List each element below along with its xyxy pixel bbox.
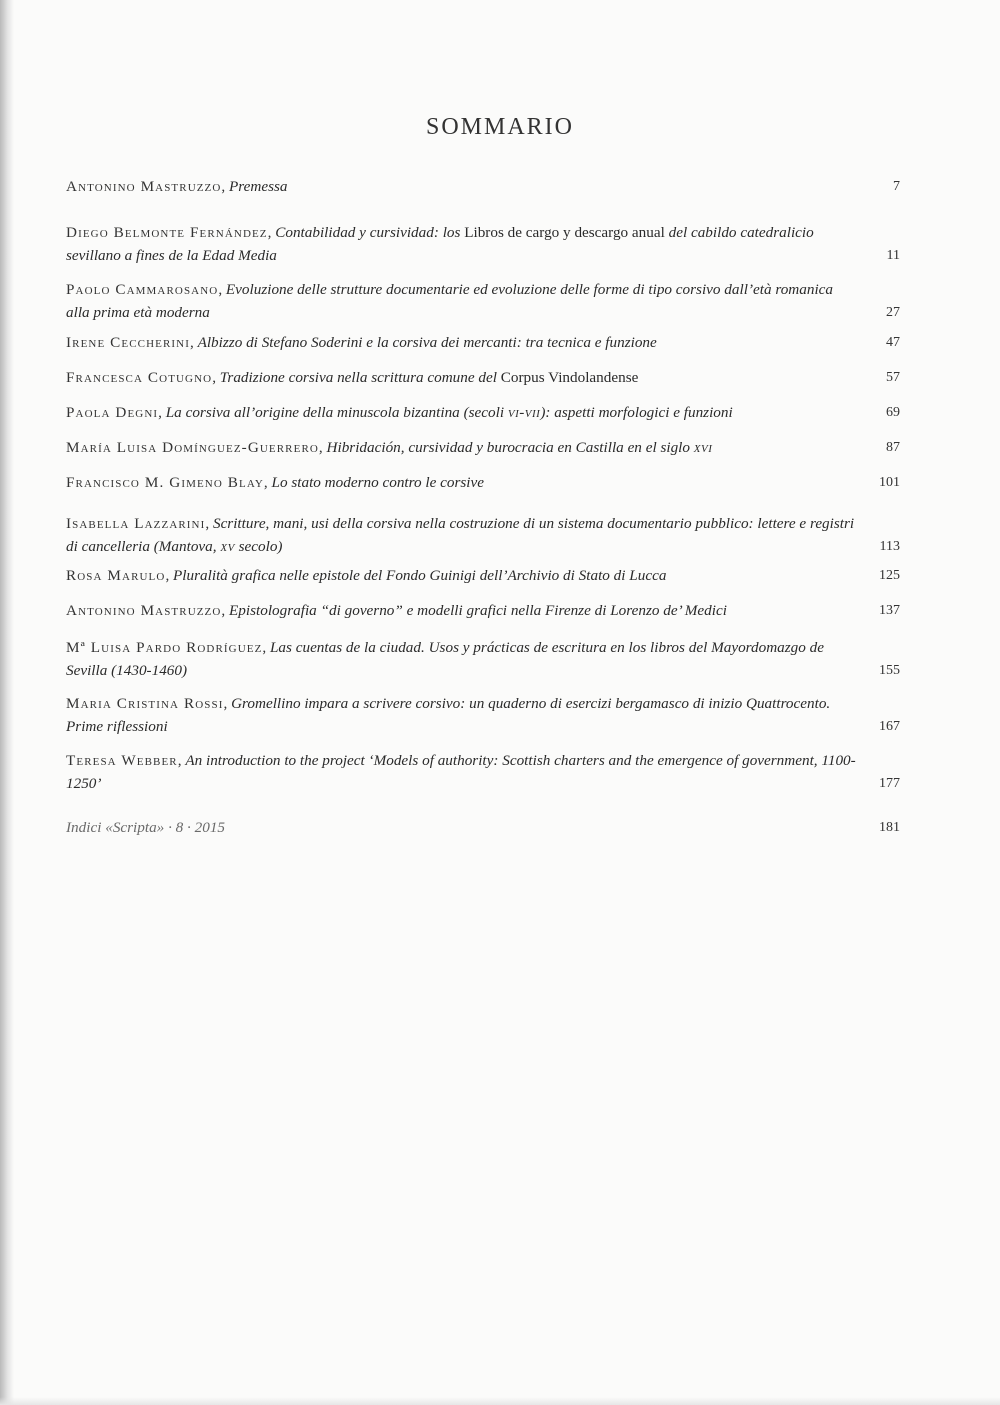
toc-page-number: 177 bbox=[879, 776, 900, 791]
toc-title-part: La corsiva all’origine della minuscola bizantina (secoli bbox=[165, 404, 508, 421]
toc-page-number: 11 bbox=[886, 248, 900, 263]
toc-entry-text: Paola Degni, La corsiva all’origine della minuscola bizantina (secoli vi-vii): aspetti morfologici e funzioni bbox=[66, 404, 733, 421]
toc-author: Diego Belmonte Fernández bbox=[66, 224, 268, 241]
toc-entry-text: Isabella Lazzarini, Scritture, mani, usi della corsiva nella costruzione di un sistema documentario pubblico: lettere e registri di cancelleria (Mantova, xv secolo) bbox=[66, 515, 855, 555]
toc-entry-text bbox=[66, 816, 856, 839]
toc-entry-text: Rosa Marulo, Pluralità grafica nelle epistole del Fondo Guinigi dell’Archivio di Stato di Lucca bbox=[66, 567, 667, 584]
toc-title-part: Gromellino impara a scrivere corsivo: un quaderno di esercizi bergamasco di inizio Quattrocento. Prime riflessioni bbox=[66, 695, 831, 735]
toc-title-part: Evoluzione delle strutture documentarie ed evoluzione delle forme di tipo corsivo dall’età romanica alla prima età moderna bbox=[66, 281, 833, 321]
toc-author: María Luisa Domínguez-Guerrero bbox=[66, 439, 319, 456]
toc-title-part: An introduction to the project ‘Models of authority: Scottish charters and the emergence of government, 1100-1250’ bbox=[66, 752, 856, 792]
toc-page-number: 125 bbox=[879, 568, 900, 583]
toc-author: Irene Ceccherini bbox=[66, 334, 190, 351]
toc-author: Antonino Mastruzzo bbox=[66, 178, 222, 195]
page-title: SOMMARIO bbox=[425, 114, 575, 140]
toc-title-part: Contabilidad y cursividad: los bbox=[275, 224, 465, 241]
toc-entry-text: Diego Belmonte Fernández, Contabilidad y cursividad: los Libros de cargo y descargo anual del cabildo catedralicio sevillano a fines de la Edad Media bbox=[66, 224, 814, 264]
toc-page-number: 181 bbox=[879, 820, 900, 835]
toc-title-part: vi-vii bbox=[507, 404, 541, 421]
toc-entry-text: Francisco M. Gimeno Blay, Lo stato moderno contro le corsive bbox=[66, 474, 484, 491]
toc-entry-text: María Luisa Domínguez-Guerrero, Hibridación, cursividad y burocracia en Castilla en el siglo xvi bbox=[66, 439, 713, 456]
toc-entry[interactable] bbox=[66, 749, 900, 795]
toc-author: Antonino Mastruzzo bbox=[66, 602, 222, 619]
toc-entry[interactable] bbox=[66, 436, 900, 459]
toc-entry[interactable] bbox=[66, 599, 900, 622]
toc-title-part: Scritture, mani, usi della corsiva nella costruzione di un sistema documentario pubblico: lettere e registri di cancelleria (Mantova, bbox=[66, 515, 855, 555]
toc-title-part: del cabildo catedralicio sevillano a fines de la Edad Media bbox=[66, 224, 814, 264]
toc-entry[interactable] bbox=[66, 278, 900, 324]
toc-entry[interactable] bbox=[66, 816, 900, 839]
toc-page-number: 113 bbox=[879, 539, 900, 554]
toc-entry[interactable] bbox=[66, 564, 900, 587]
toc-title-part: secolo) bbox=[234, 538, 283, 555]
toc-title-part: Pluralità grafica nelle epistole del Fondo Guinigi dell’Archivio di Stato di Lucca bbox=[173, 567, 667, 584]
toc-title-part: Indici «Scripta» · 8 · 2015 bbox=[66, 819, 226, 836]
toc-author: Maria Cristina Rossi bbox=[66, 695, 224, 712]
toc-entry-text: Antonino Mastruzzo, Epistolografia “di governo” e modelli grafici nella Firenze di Lorenzo de’ Medici bbox=[66, 602, 727, 619]
toc-entry[interactable] bbox=[66, 175, 900, 198]
toc-entry-text: Francesca Cotugno, Tradizione corsiva nella scrittura comune del Corpus Vindolandense bbox=[66, 369, 639, 386]
toc-title-part: Tradizione corsiva nella scrittura comune del bbox=[219, 369, 501, 386]
toc-author: Francisco M. Gimeno Blay bbox=[66, 474, 264, 491]
toc-page-number: 101 bbox=[879, 475, 900, 490]
toc-entry[interactable] bbox=[66, 401, 900, 424]
toc-page-number: 155 bbox=[879, 663, 900, 678]
toc-title-part: ): aspetti morfologici e funzioni bbox=[540, 404, 733, 421]
toc-author: Teresa Webber bbox=[66, 752, 178, 769]
toc-entry-text: Maria Cristina Rossi, Gromellino impara a scrivere corsivo: un quaderno di esercizi bergamasco di inizio Quattrocento. Prime riflessioni bbox=[66, 695, 831, 735]
toc-title-part: Las cuentas de la ciudad. Usos y prácticas de escritura en los libros del Mayordomazgo de Sevilla (1430-1460) bbox=[66, 639, 824, 679]
toc-page-number: 27 bbox=[886, 305, 900, 320]
toc-title-part: Hibridación, cursividad y burocracia en Castilla en el siglo bbox=[326, 439, 694, 456]
toc-entry[interactable] bbox=[66, 366, 900, 389]
toc-author: Francesca Cotugno bbox=[66, 369, 213, 386]
toc-entry[interactable] bbox=[66, 692, 900, 738]
toc-page-number: 47 bbox=[886, 335, 900, 350]
toc-page-number: 7 bbox=[893, 179, 900, 194]
toc-entry-text: Irene Ceccherini, Albizzo di Stefano Soderini e la corsiva dei mercanti: tra tecnica e funzione bbox=[66, 334, 657, 351]
toc-author: Mª Luisa Pardo Rodríguez bbox=[66, 639, 263, 656]
toc-page-number: 167 bbox=[879, 719, 900, 734]
toc-title-part: xv bbox=[220, 538, 235, 555]
toc-entry[interactable] bbox=[66, 636, 900, 682]
toc-page-number: 87 bbox=[886, 440, 900, 455]
toc-title-part: Corpus Vindolandense bbox=[500, 369, 639, 386]
toc-title-part: xvi bbox=[693, 439, 713, 456]
toc-author: Paola Degni bbox=[66, 404, 159, 421]
toc-author: Isabella Lazzarini bbox=[66, 515, 206, 532]
toc-title-part: Premessa bbox=[229, 178, 288, 195]
toc-entry[interactable] bbox=[66, 471, 900, 494]
toc-entry-text: Antonino Mastruzzo, Premessa bbox=[66, 178, 288, 195]
toc-entry-text: Mª Luisa Pardo Rodríguez, Las cuentas de la ciudad. Usos y prácticas de escritura en los libros del Mayordomazgo de Sevilla (1430-1460) bbox=[66, 639, 824, 679]
toc-title-part: Lo stato moderno contro le corsive bbox=[271, 474, 484, 491]
toc-title-part: Libros de cargo y descargo anual bbox=[464, 224, 669, 241]
toc-page-number: 137 bbox=[879, 603, 900, 618]
toc-entry[interactable] bbox=[66, 512, 900, 558]
toc-entry-text: Teresa Webber, An introduction to the project ‘Models of authority: Scottish charters and the emergence of government, 1100-1250’ bbox=[66, 752, 856, 792]
toc-author: Paolo Cammarosano bbox=[66, 281, 219, 298]
toc-entry-text: Paolo Cammarosano, Evoluzione delle strutture documentarie ed evoluzione delle forme di tipo corsivo dall’età romanica alla prima età moderna bbox=[66, 281, 833, 321]
toc-entry[interactable] bbox=[66, 331, 900, 354]
toc-page-number: 57 bbox=[886, 370, 900, 385]
toc-entry[interactable] bbox=[66, 221, 900, 267]
toc-title-part: Epistolografia “di governo” e modelli grafici nella Firenze di Lorenzo de’ Medici bbox=[229, 602, 727, 619]
toc-author: Rosa Marulo bbox=[66, 567, 166, 584]
toc-title-part: Albizzo di Stefano Soderini e la corsiva dei mercanti: tra tecnica e funzione bbox=[197, 334, 657, 351]
toc-page-number: 69 bbox=[886, 405, 900, 420]
